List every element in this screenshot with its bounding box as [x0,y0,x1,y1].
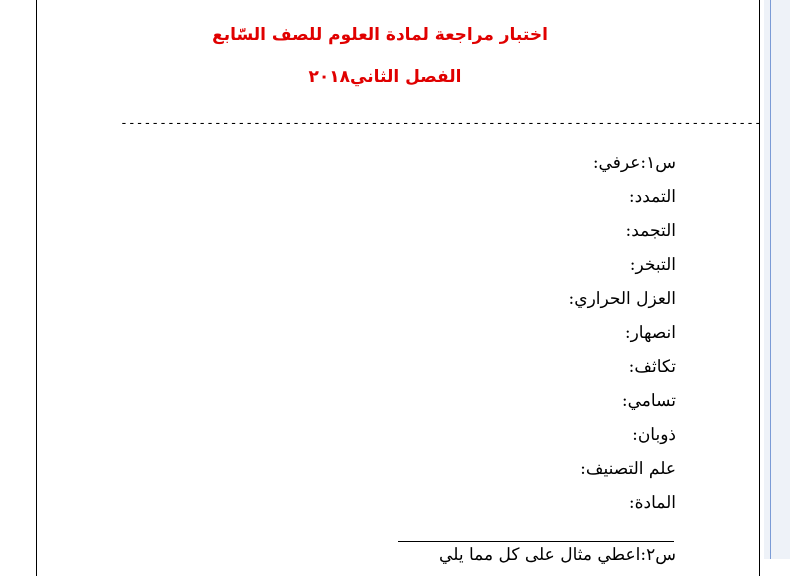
term-item: التجمد: [625,221,676,241]
question-heading: س١:عرفي: [592,153,676,173]
term-item: تكاثف: [628,357,676,377]
scrollbar-edge [770,0,771,559]
next-question-text: س٢:اعطي مثال على كل مما يلي [439,545,676,565]
term-item: انصهار: [624,323,676,343]
term-item: ذوبان: [632,425,676,445]
term-item: تسامي: [621,391,676,411]
term-item: التمدد: [628,187,676,207]
question-list [569,148,676,522]
vertical-scrollbar[interactable] [764,0,790,559]
underline-rule [398,541,674,542]
term-item: المادة: [628,493,676,513]
term-item: العزل الحراري: [568,289,676,309]
term-item: علم التصنيف: [580,459,676,479]
dashed-separator: ---------------------------------------------------------------------------------- [120,116,762,131]
document-subtitle: الفصل الثاني٢٠١٨ [308,67,462,87]
term-item: التبخر: [629,255,676,275]
document-title: اختبار مراجعة لمادة العلوم للصف السّابع [212,25,548,45]
